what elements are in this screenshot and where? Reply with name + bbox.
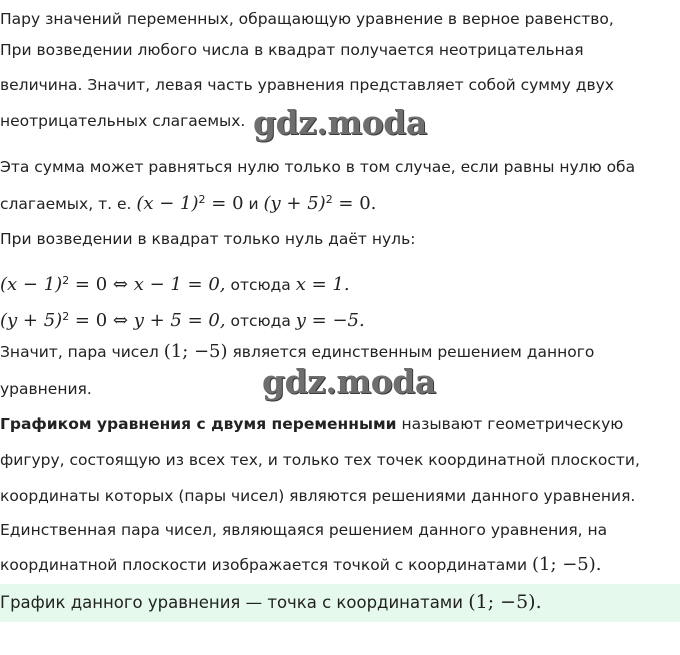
watermark: gdz.moda [262, 362, 436, 401]
math-line: $(y + 5)^2 = 0$ ⇔ y + 5 = 0, отсюда y = −5. [0, 310, 365, 332]
text-line: Значит, пара чисел (1; −5) является единственным решением данного [0, 341, 595, 362]
text-line: фигуру, состоящую из всех тех, и только тех точек координатной плоскости, [0, 451, 640, 469]
text-line: уравнения. [0, 380, 92, 398]
text-line: Графиком уравнения с двумя переменными называют геометрическую [0, 415, 624, 433]
text-line: координатной плоскости изображается точкой с координатами (1; −5). [0, 554, 602, 575]
term-bold: Графиком уравнения с двумя переменными [0, 415, 397, 433]
text-line: Пару значений переменных, обращающую уравнение в верное равенство, [0, 10, 614, 28]
text-line: координаты которых (пары чисел) являются решениями данного уравнения. [0, 487, 636, 505]
text-line: При возведении в квадрат только нуль даёт нуль: [0, 230, 416, 248]
text-line: слагаемых, т. е. $(x - 1)^2 = 0$ и $(y + 5)^2 = 0$. [0, 193, 377, 215]
math-line: $(x - 1)^2 = 0$ ⇔ x − 1 = 0, отсюда x = 1. [0, 274, 350, 296]
watermark: gdz.moda [253, 103, 427, 142]
text-line: Единственная пара чисел, являющаяся решением данного уравнения, на [0, 521, 608, 539]
text-line: неотрицательных слагаемых. [0, 112, 246, 130]
text-line: При возведении любого числа в квадрат получается неотрицательная [0, 41, 584, 59]
text-line: Эта сумма может равняться нулю только в том случае, если равны нулю оба [0, 158, 636, 176]
text-line: величина. Значит, левая часть уравнения представляет собой сумму двух [0, 76, 614, 94]
conclusion-line: График данного уравнения — точка с координатами (1; −5). [0, 591, 542, 613]
